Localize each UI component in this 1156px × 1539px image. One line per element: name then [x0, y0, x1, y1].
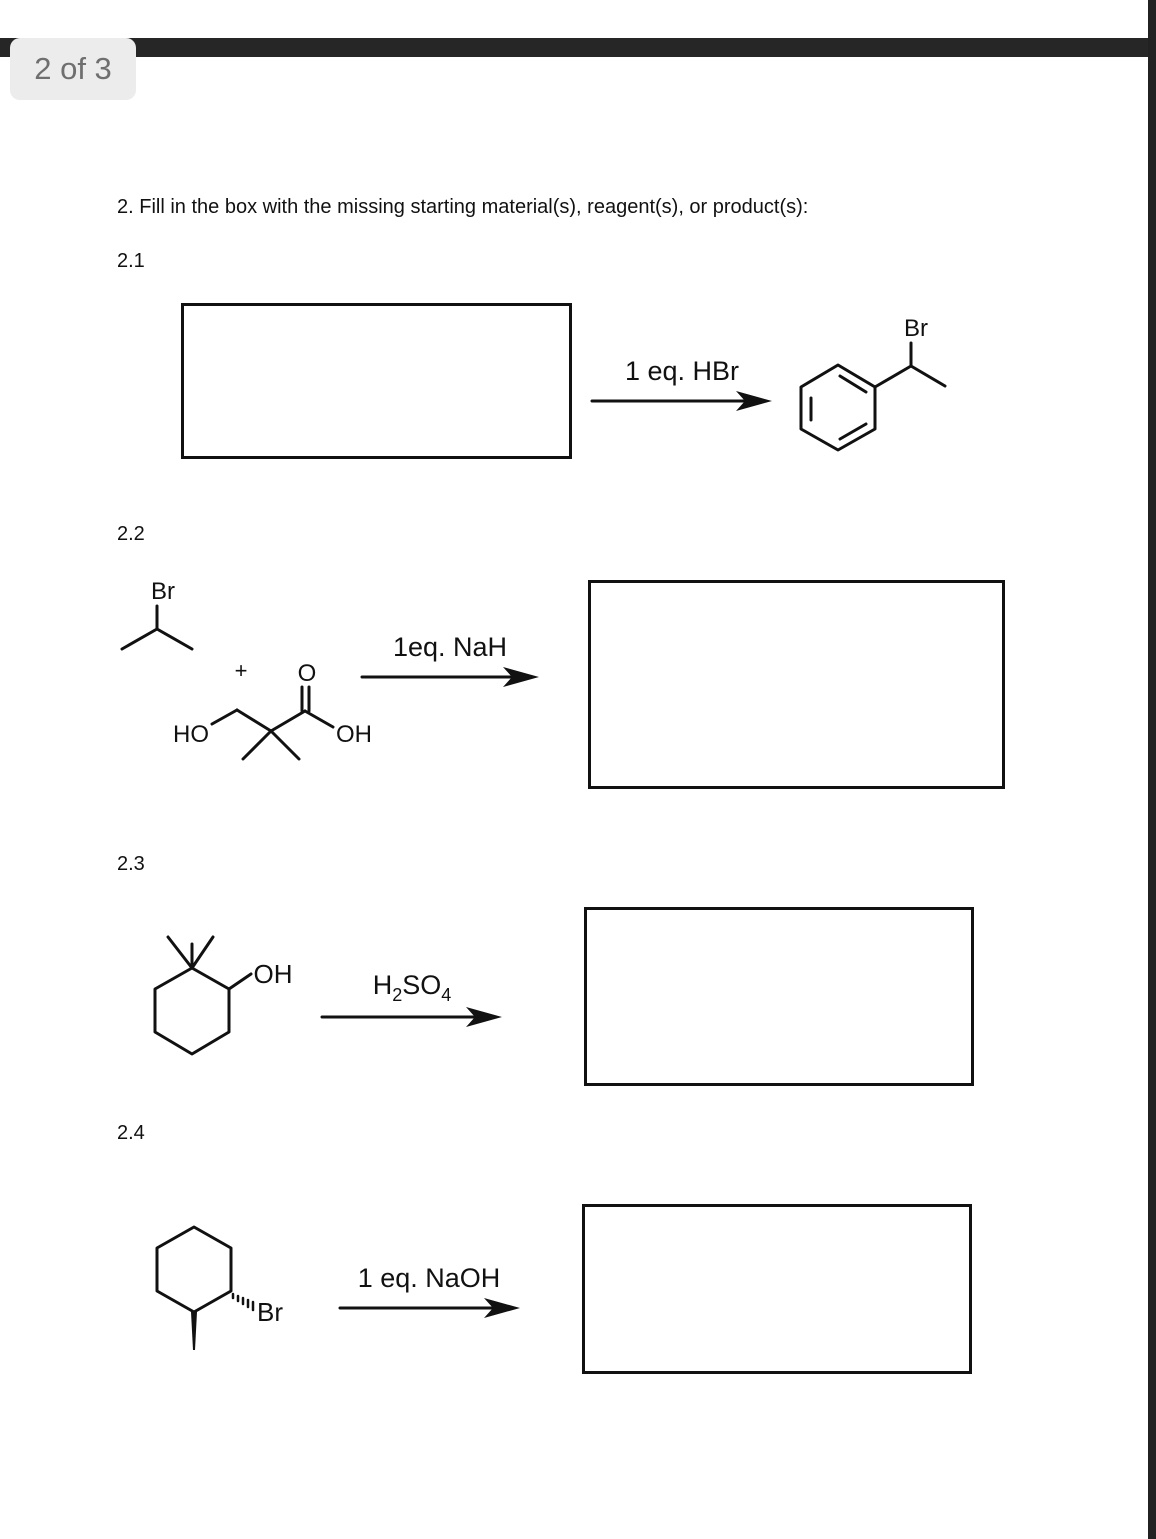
atom-label-br: Br	[904, 315, 928, 342]
plus-sign: +	[234, 658, 248, 683]
reaction-2-2	[122, 578, 539, 759]
product-1-bromoethylbenzene	[801, 315, 945, 450]
atom-label-br: Br	[151, 578, 175, 605]
problem-label-2-4: 2.4	[117, 1122, 145, 1144]
atom-label-br: Br	[257, 1297, 283, 1327]
atom-label-oh: OH	[253, 959, 293, 989]
question-text: 2. Fill in the box with the missing starting material(s), reagent(s), or product(s):	[117, 196, 809, 218]
reagent-2-1: 1 eq. HBr	[624, 356, 740, 386]
reactant-hydroxy-dimethylpropanoic-acid	[173, 660, 372, 759]
problem-label-2-2: 2.2	[117, 523, 145, 545]
reagent-2-3: $H_2SO_4$	[372, 970, 452, 1005]
atom-label-o: O	[297, 660, 317, 687]
reactant-2-bromopropane	[122, 578, 192, 649]
reaction-2-4	[157, 1227, 520, 1350]
reagent-2-4: 1 eq. NaOH	[357, 1263, 501, 1293]
problem-label-2-3: 2.3	[117, 853, 145, 875]
atom-label-oh: OH	[336, 721, 372, 748]
reaction-2-3	[155, 937, 502, 1054]
reactant-tbutyl-cyclohexanemethanol	[155, 937, 293, 1054]
problem-label-2-1: 2.1	[117, 250, 145, 272]
reaction-2-1	[592, 315, 945, 450]
page-indicator[interactable]: 2 of 3	[10, 38, 136, 100]
atom-label-ho: HO	[173, 721, 209, 748]
reactant-bromo-methylcyclohexane	[157, 1227, 283, 1350]
reagent-2-2: 1eq. NaH	[392, 632, 508, 662]
